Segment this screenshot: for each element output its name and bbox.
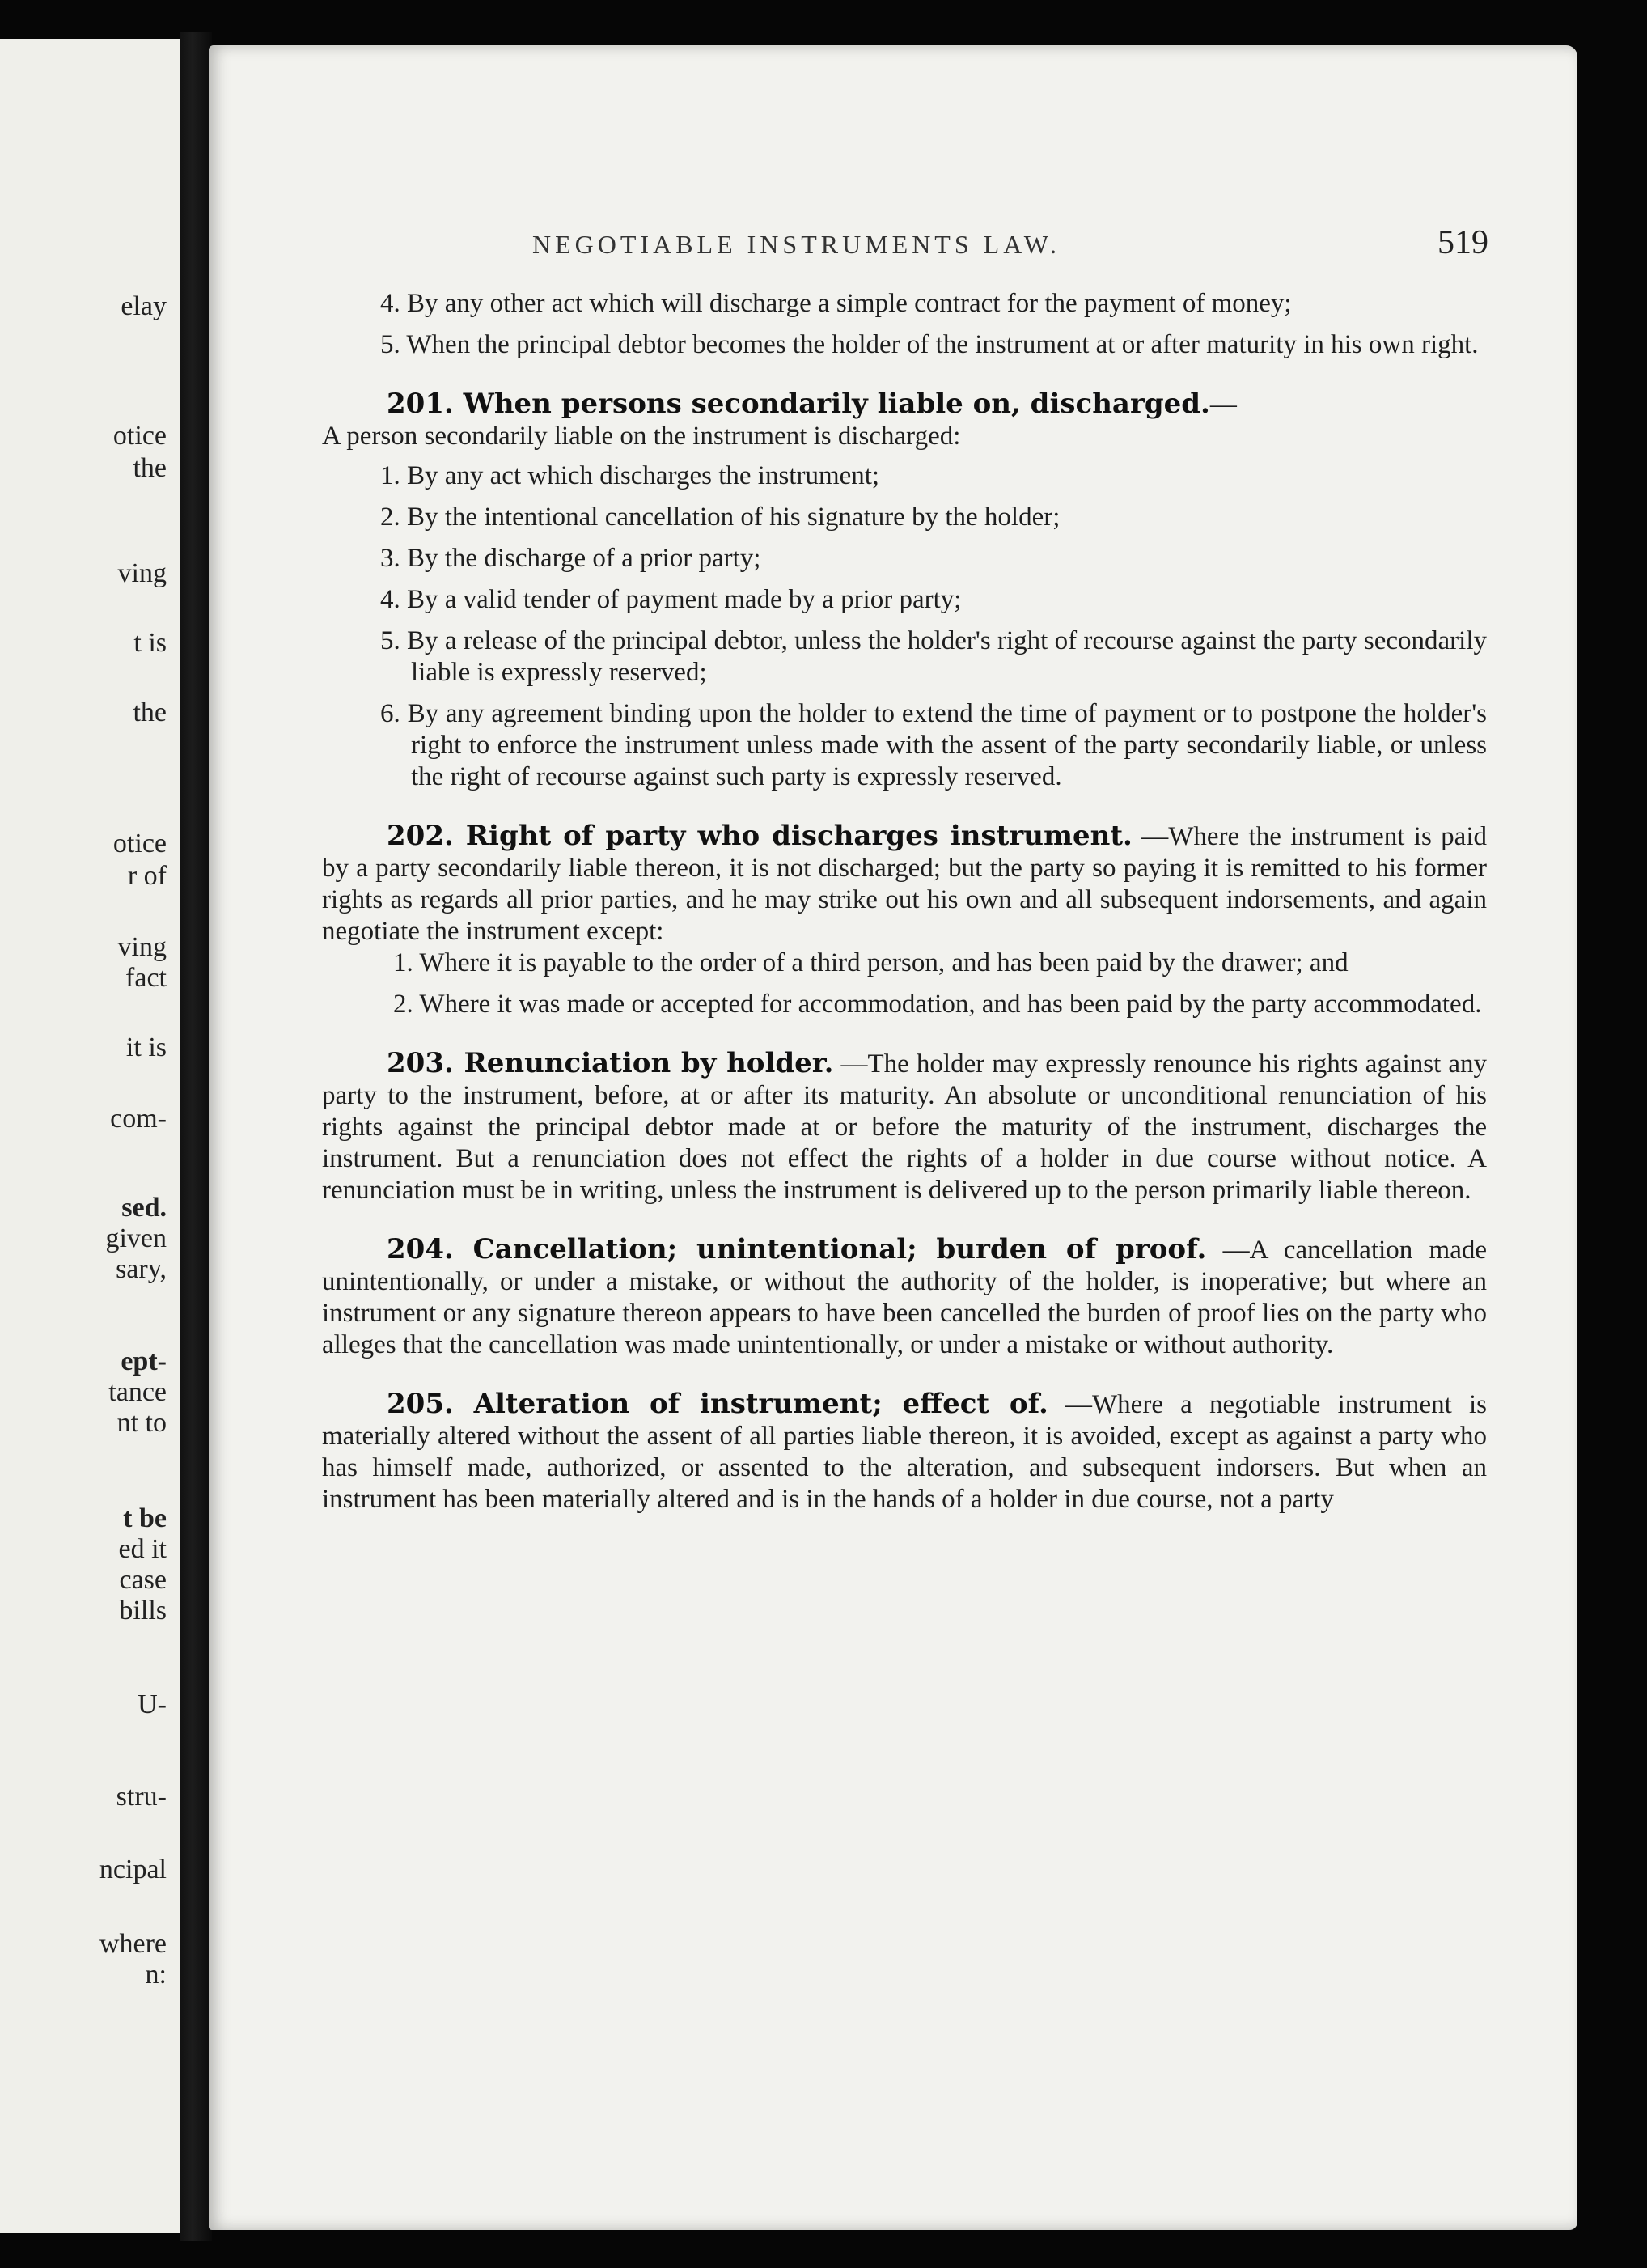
section-201 [322,388,1487,793]
margin-fragment: the [133,453,167,483]
right-page [209,45,1577,2230]
margin-fragment: the [133,697,167,727]
section-paragraph [322,1048,1487,1206]
margin-fragment: t is [133,628,167,658]
list-item: 4. By any other act which will discharge a simple contract for the payment of money; [380,289,1292,318]
margin-fragment: com- [110,1104,167,1134]
margin-fragment: ving [117,932,167,962]
margin-fragment: otice [112,829,167,858]
section-heading: 202. Right of party who discharges instrument. [387,820,1133,852]
section-202 [322,820,1487,1020]
margin-fragment: n: [145,1960,167,1990]
margin-fragment: stru- [116,1782,167,1812]
section-body: —Where a negotiable instrument is materially altered without the assent of all parties liable thereon, it is avoided, except as against a party who has himself made, authorized, or assented to the alteration, and subsequent indorsers. But when an instrument has been materially altered and is in the hands of a holder in due course, not a party [322,1390,1487,1514]
list-item: 1. By any act which discharges the instrument; [380,461,880,490]
book-gutter [180,32,212,2241]
list-item: 3. By the discharge of a prior party; [380,544,761,573]
left-facing-page [0,39,180,2233]
margin-fragment: sary, [116,1254,167,1284]
section-intro: A person secondarily liable on the instrument is discharged: [322,422,961,451]
list-item: 6. By any agreement binding upon the holder to extend the time of payment or to postpone the holder's right to enforce the instrument unless made with the assent of the party secondarily liable, or unless the right of recourse against such party is expressly reserved. [380,699,1487,791]
margin-fragment: it is [125,1032,167,1062]
page-number: 519 [1437,224,1488,261]
list-item: 5. By a release of the principal debtor, unless the holder's right of recourse against the party secondarily liable is expressly reserved; [380,626,1487,687]
section-paragraph [322,1388,1487,1516]
margin-fragment: bills [119,1596,167,1626]
margin-fragment: U- [138,1689,167,1719]
running-head: NEGOTIABLE INSTRUMENTS LAW. [532,230,1061,259]
list-item: 2. By the intentional cancellation of his signature by the holder; [380,502,1061,532]
section-paragraph [322,820,1487,947]
section-heading-line: 201. When persons secondarily liable on, discharged.— [387,388,1237,420]
margin-fragment: where [99,1929,167,1959]
margin-fragment: ving [117,558,167,588]
margin-fragment: t be [123,1503,167,1533]
margin-fragment: ept- [121,1346,167,1376]
margin-fragment: case [119,1565,167,1595]
page-header [209,223,1577,272]
margin-fragment: tance [108,1377,167,1407]
section-body: —A cancellation made unintentionally, or under a mistake, or without the authority of the holder, is inoperative; but where an instrument or any signature thereon appears to have been cancelled the burden of proof lies on the party who alleges that the cancellation was made unintentionally, or under a mistake or without authority. [322,1236,1487,1359]
section-body: —Where the instrument is paid by a party secondarily liable thereon, it is not discharged; but the party so paying it is remitted to his former rights as regards all prior parties, and he may strike out his own and all subsequent indorsements, and again negotiate the instrument except: [322,822,1487,946]
margin-fragment: nt to [116,1408,167,1438]
margin-fragment: otice [112,421,167,451]
section-heading: 201. When persons secondarily liable on, discharged. [387,388,1210,420]
section-205 [322,1388,1487,1516]
margin-fragment: ed it [118,1534,167,1564]
list-item: 5. When the principal debtor becomes the holder of the instrument at or after maturity in his own right. [380,330,1479,359]
list-item: 2. Where it was made or accepted for accommodation, and has been paid by the party accommodated. [393,990,1482,1019]
margin-fragment: r of [127,861,167,891]
margin-fragment: fact [125,963,167,993]
margin-fragment: sed. [121,1193,167,1223]
list-item: 4. By a valid tender of payment made by a prior party; [380,585,962,614]
margin-fragment: ncipal [99,1855,167,1884]
section-204 [322,1234,1487,1361]
section-heading: 205. Alteration of instrument; effect of. [387,1388,1048,1420]
list-item: 1. Where it is payable to the order of a third person, and has been paid by the drawer; and [393,948,1349,977]
margin-fragment: given [105,1223,167,1253]
margin-fragment: elay [121,291,167,321]
section-paragraph [322,1234,1487,1361]
page-body [322,288,1487,1516]
section-body: —The holder may expressly renounce his rights against any party to the instrument, before, at or after its maturity. An absolute or unconditional renunciation of his rights against the principal debtor made at or before the maturity of the instrument, discharges the instrument. But a renunciation does not effect the rights of a holder in due course without notice. A renunciation must be in writing, unless the instrument is delivered up to the person primarily liable thereon. [322,1049,1487,1205]
section-heading: 204. Cancellation; unintentional; burden of proof. [387,1233,1207,1265]
section-heading: 203. Renunciation by holder. [387,1047,834,1079]
section-203 [322,1048,1487,1206]
